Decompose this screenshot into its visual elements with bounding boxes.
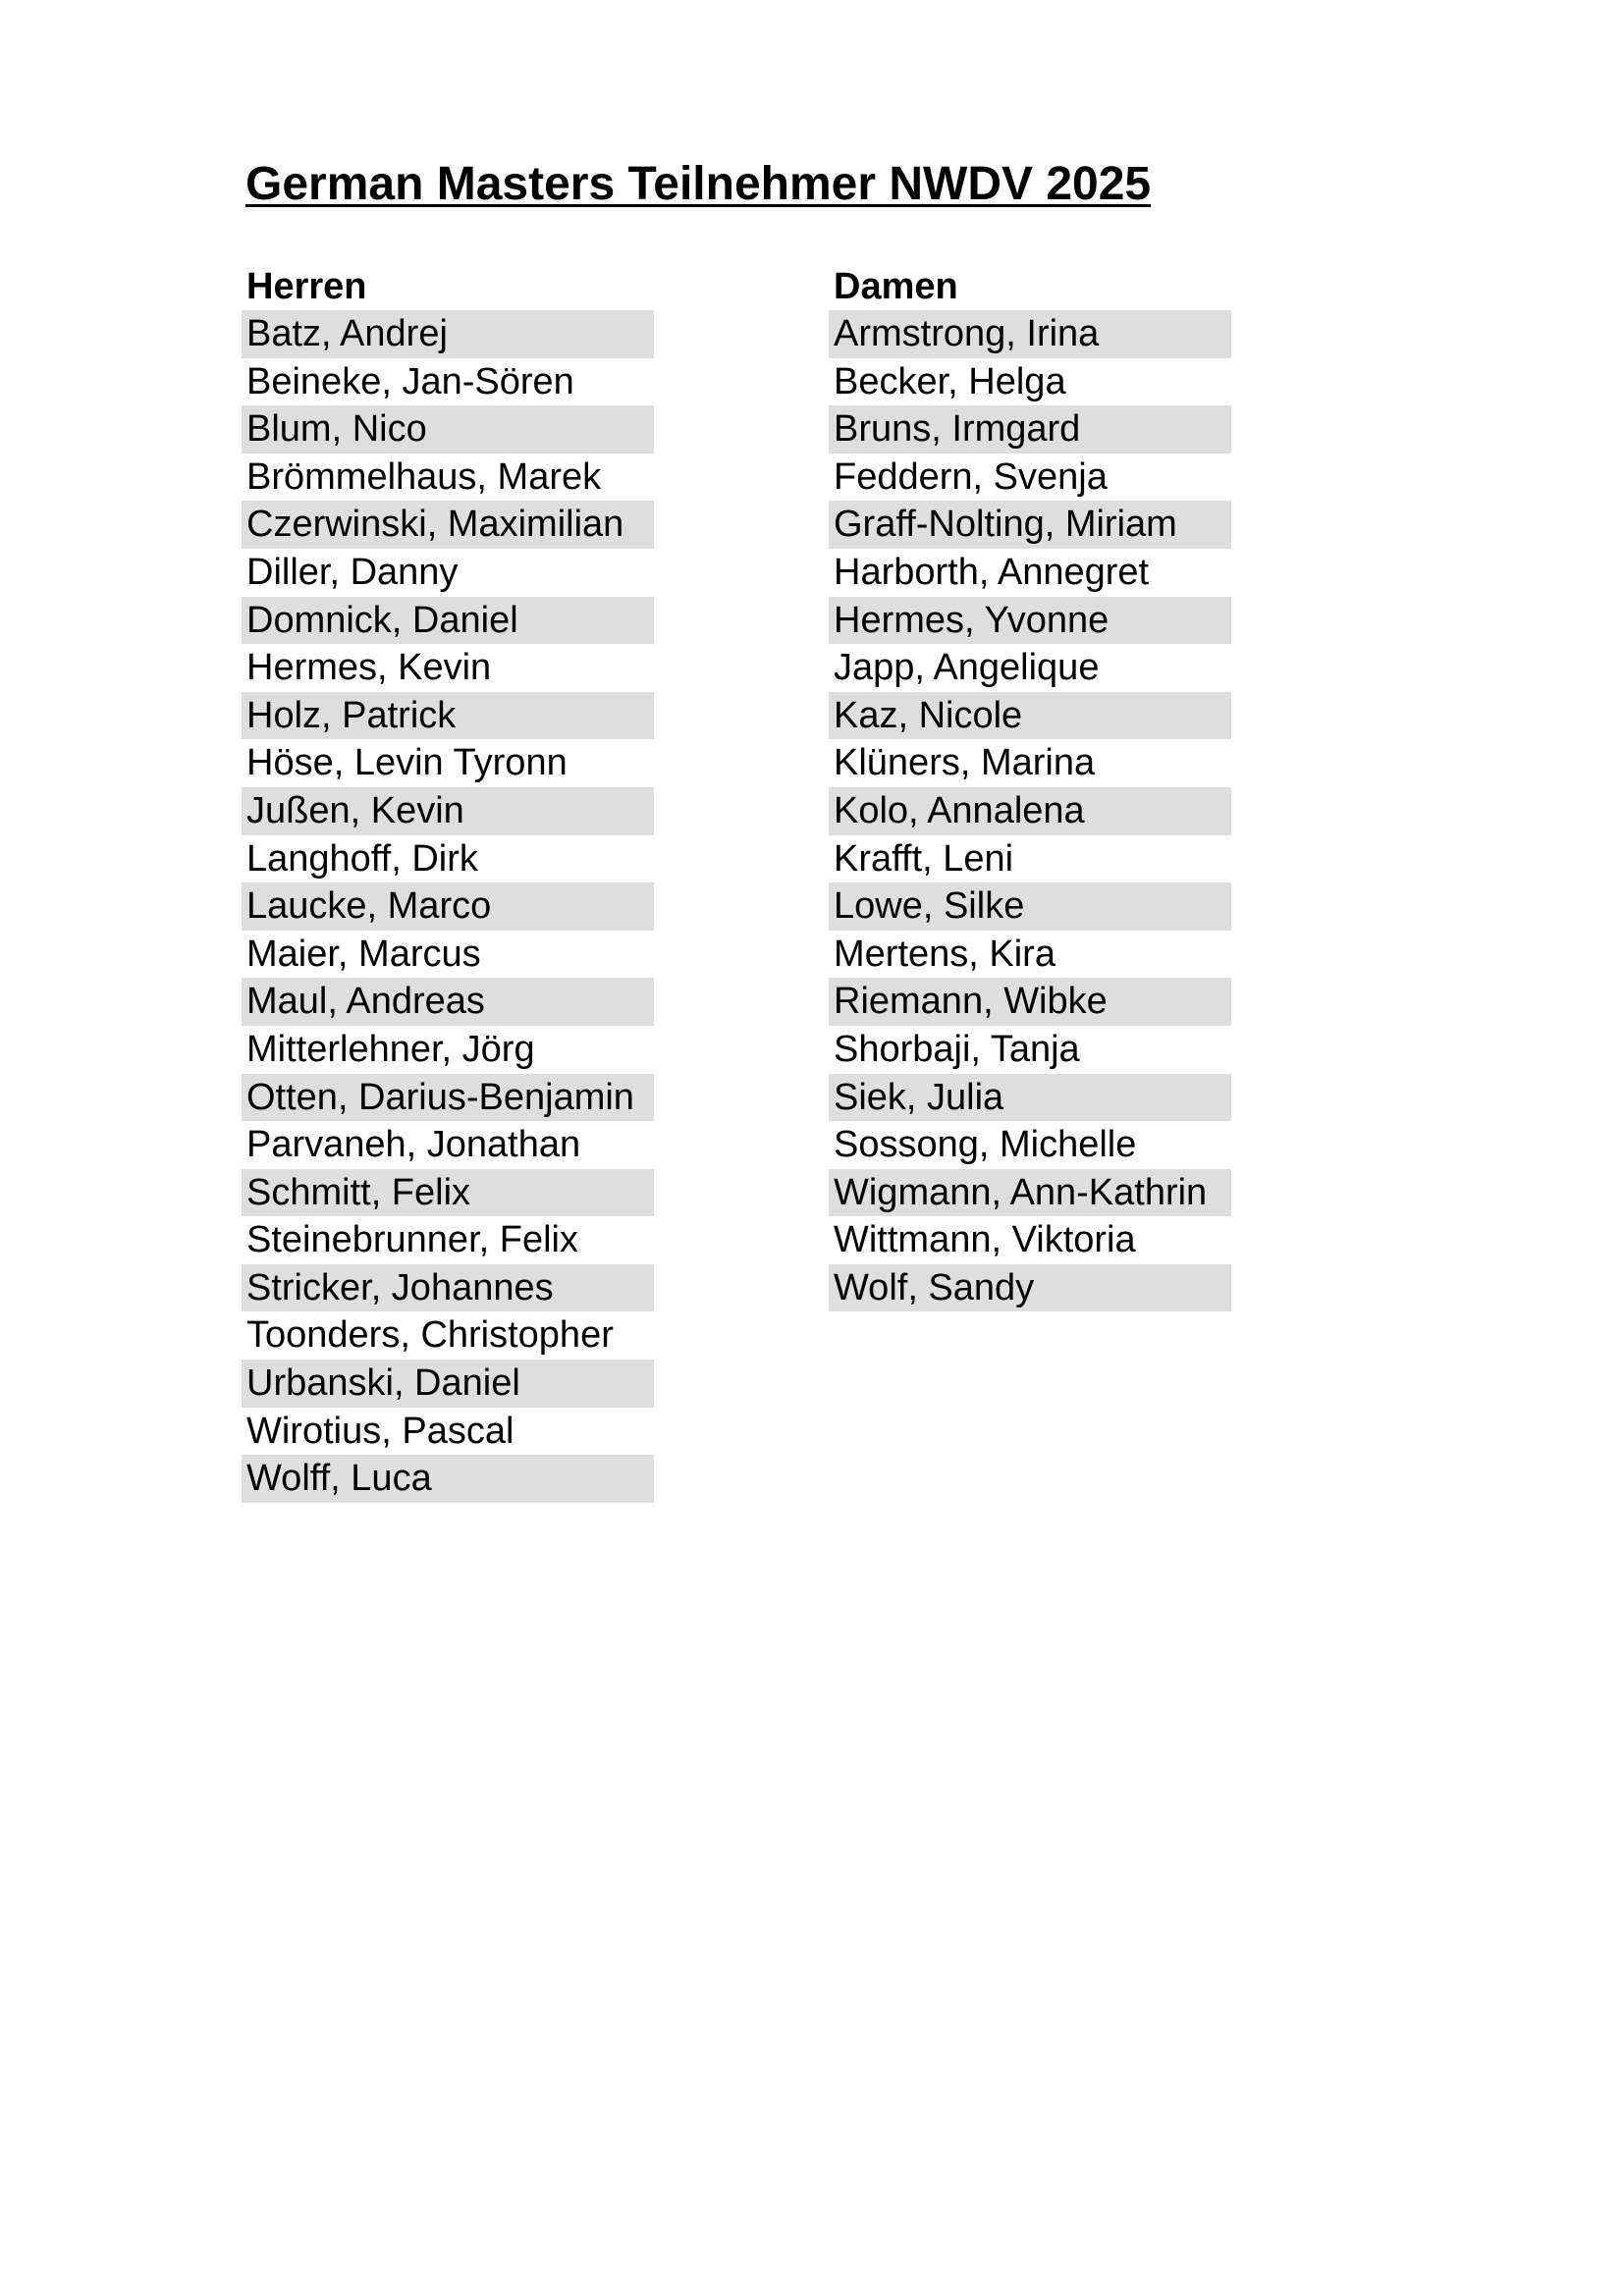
damen-name-row: Kaz, Nicole — [829, 692, 1231, 740]
herren-name-row: Hermes, Kevin — [246, 647, 492, 689]
herren-name-row: Schmitt, Felix — [242, 1169, 654, 1217]
herren-name-row: Beineke, Jan-Sören — [246, 360, 574, 402]
herren-name-row: Wolff, Luca — [242, 1455, 654, 1503]
damen-column — [829, 263, 1231, 1311]
herren-name-row: Laucke, Marco — [242, 882, 654, 931]
herren-header: Herren — [246, 266, 367, 307]
damen-list — [829, 310, 1231, 1311]
damen-name-row: Feddern, Svenja — [834, 455, 1108, 498]
herren-name-row: Brömmelhaus, Marek — [246, 455, 602, 498]
damen-name-row: Krafft, Leni — [834, 837, 1014, 880]
herren-name-row: Wirotius, Pascal — [246, 1410, 514, 1452]
herren-name-row: Höse, Levin Tyronn — [246, 742, 568, 784]
damen-name-row: Japp, Angelique — [834, 647, 1100, 689]
damen-name-row: Riemann, Wibke — [829, 978, 1231, 1026]
herren-name-row: Langhoff, Dirk — [246, 837, 478, 880]
damen-name-row: Wigmann, Ann-Kathrin — [829, 1169, 1231, 1217]
damen-name-row: Kolo, Annalena — [829, 787, 1231, 835]
herren-column — [242, 263, 654, 1503]
damen-name-row: Siek, Julia — [829, 1074, 1231, 1122]
herren-name-row: Parvaneh, Jonathan — [246, 1124, 581, 1166]
herren-name-row: Stricker, Johannes — [242, 1264, 654, 1312]
damen-name-row: Hermes, Yvonne — [829, 597, 1231, 645]
damen-name-row: Becker, Helga — [834, 360, 1066, 402]
herren-name-row: Jußen, Kevin — [242, 787, 654, 835]
damen-name-row: Graff-Nolting, Miriam — [829, 501, 1231, 549]
damen-name-row: Mertens, Kira — [834, 933, 1056, 975]
herren-name-row: Blum, Nico — [242, 405, 654, 454]
herren-name-row: Maul, Andreas — [242, 978, 654, 1026]
herren-name-row: Mitterlehner, Jörg — [246, 1028, 535, 1070]
page-title: German Masters Teilnehmer NWDV 2025 — [245, 158, 1152, 210]
herren-name-row: Steinebrunner, Felix — [246, 1219, 578, 1261]
herren-name-row: Maier, Marcus — [246, 933, 481, 975]
damen-name-row: Sossong, Michelle — [834, 1124, 1137, 1166]
herren-name-row: Holz, Patrick — [242, 692, 654, 740]
herren-name-row: Batz, Andrej — [242, 310, 654, 358]
damen-name-row: Armstrong, Irina — [829, 310, 1231, 358]
herren-name-row: Urbanski, Daniel — [242, 1360, 654, 1408]
damen-name-row: Wolf, Sandy — [829, 1264, 1231, 1312]
damen-name-row: Wittmann, Viktoria — [834, 1219, 1136, 1261]
herren-name-row: Czerwinski, Maximilian — [242, 501, 654, 549]
herren-name-row: Otten, Darius-Benjamin — [242, 1074, 654, 1122]
damen-header: Damen — [834, 266, 958, 307]
damen-name-row: Lowe, Silke — [829, 882, 1231, 931]
damen-name-row: Harborth, Annegret — [834, 551, 1150, 593]
damen-name-row: Shorbaji, Tanja — [834, 1028, 1080, 1070]
herren-name-row: Diller, Danny — [246, 551, 459, 593]
herren-list — [242, 310, 654, 1503]
damen-name-row: Klüners, Marina — [834, 742, 1096, 784]
damen-name-row: Bruns, Irmgard — [829, 405, 1231, 454]
herren-name-row: Toonders, Christopher — [246, 1314, 614, 1357]
herren-name-row: Domnick, Daniel — [242, 597, 654, 645]
